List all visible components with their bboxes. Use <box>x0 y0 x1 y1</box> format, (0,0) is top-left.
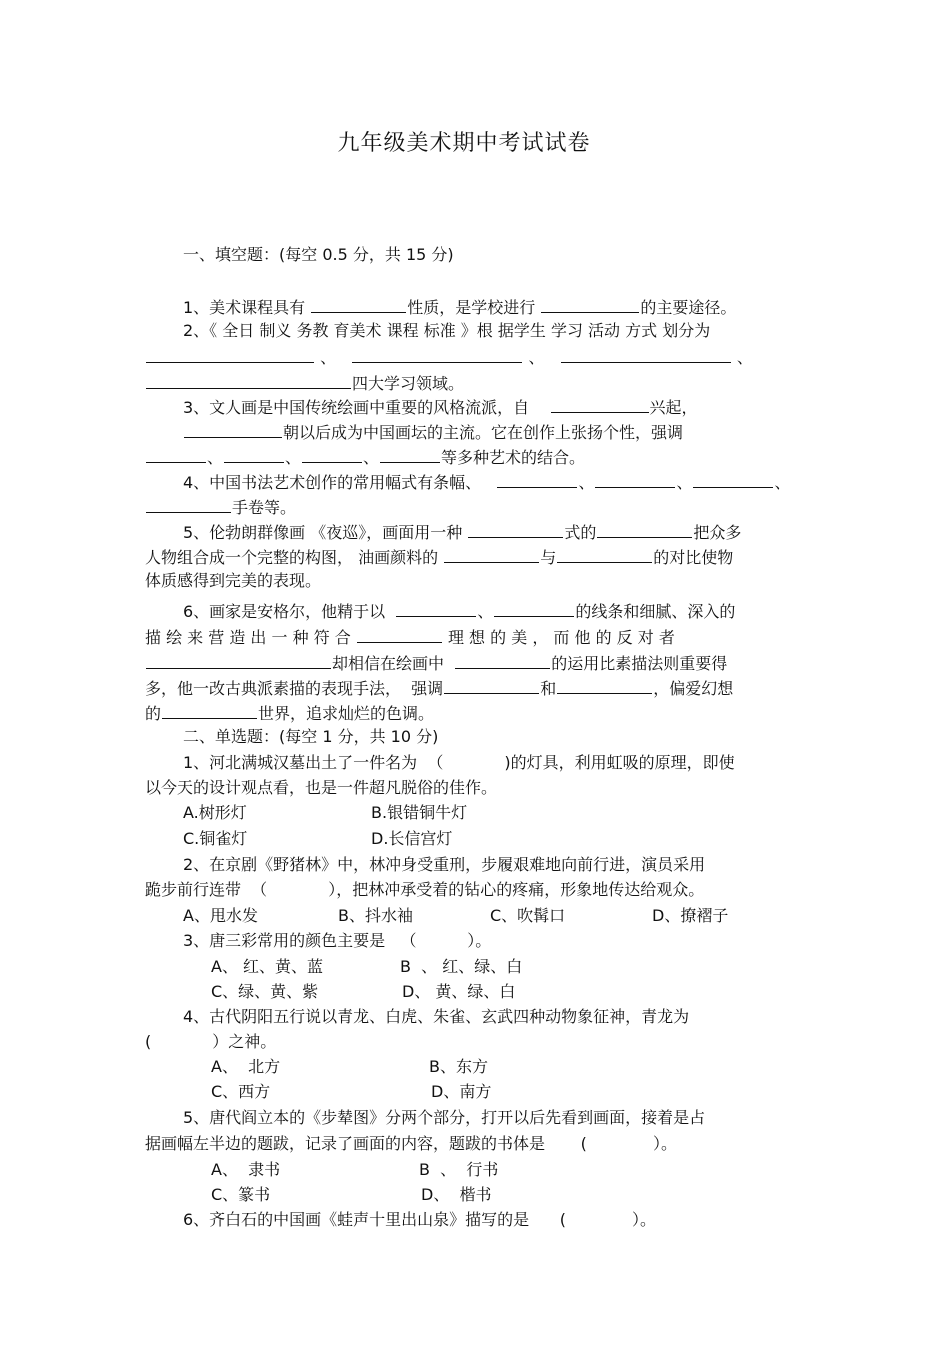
s1-q5-line2: 人物组合成一个完整的构图， 油画颜料的 与 的对比使物 <box>145 548 734 567</box>
s1-q6-line5: 的 世界，追求灿烂的色调。 <box>145 704 435 723</box>
s2-q1-option-c: C.铜雀灯 <box>183 829 248 848</box>
s2-q2-option-c: C、吹髯口 <box>490 906 566 925</box>
s1-q2-line1: 2、《 全日 制义 务教 育美术 课程 标准 》根 据学生 学习 活动 方式 划分为 <box>183 321 711 340</box>
s2-q4-line2: ( ）之神。 <box>145 1032 277 1051</box>
s2-q4-line1: 4、古代阴阳五行说以青龙、白虎、朱雀、玄武四种动物象征神，青龙为 <box>183 1007 690 1026</box>
s2-q5-line1: 5、唐代阎立本的《步辇图》分两个部分，打开以后先看到画面，接着是占 <box>183 1108 706 1127</box>
s2-q4-option-c: C、西方 <box>211 1082 271 1101</box>
s1-q4-line2: 手卷等。 <box>145 496 296 518</box>
s1-q2-line2: 、 、 、 <box>145 346 785 368</box>
s2-q2-line2: 跪步前行连带 （ ），把林冲承受着的钻心的疼痛，形象地传达给观众。 <box>145 880 705 899</box>
s2-q2-option-b: B、抖水袖 <box>338 906 413 925</box>
s2-q1-option-b: B.银错铜牛灯 <box>371 803 468 822</box>
s2-q1-line2: 以今天的设计观点看，也是一件超凡脱俗的佳作。 <box>145 778 498 797</box>
s2-q4-option-d: D、南方 <box>431 1082 492 1101</box>
section1-heading: 一、填空题：(每空 0.5 分，共 15 分) <box>183 245 454 264</box>
section2-heading: 二、单选题：(每空 1 分，共 10 分) <box>183 727 439 746</box>
s2-q3-option-d: D、 黄、绿、白 <box>402 982 516 1001</box>
s2-q6-line1: 6、齐白石的中国画《蛙声十里出山泉》描写的是 ( ）。 <box>183 1210 657 1229</box>
s2-q5-option-c: C、篆书 <box>211 1185 271 1204</box>
s2-q4-option-a: A、 北方 <box>211 1057 281 1076</box>
s2-q2-option-a: A、甩水发 <box>183 906 258 925</box>
s1-q3-line3: 、 、 、 等多种艺术的结合。 <box>145 446 585 468</box>
s1-q6-line4: 多，他一改古典派素描的表现手法， 强调 和 ，偏爱幻想 <box>145 679 734 698</box>
s1-q1: 1、美术课程具有 性质，是学校进行 的主要途径。 <box>183 298 737 317</box>
s2-q3-option-c: C、绿、黄、紫 <box>211 982 319 1001</box>
s1-q6-line1: 6、画家是安格尔，他精于以 、 的线条和细腻、深入的 <box>183 602 736 621</box>
s1-q3-line1: 3、文人画是中国传统绘画中重要的风格流派，自 兴起， <box>183 398 698 417</box>
s2-q3-option-a: A、 红、黄、蓝 <box>211 957 324 976</box>
s1-q6-line2: 描 绘 来 营 造 出 一 种 符 合 理 想 的 美 ， 而 他 的 反 对 者 <box>145 628 675 647</box>
s1-q5-line3: 体质感得到完美的表现。 <box>145 571 322 590</box>
s2-q5-option-d: D、 楷书 <box>421 1185 492 1204</box>
s2-q2-line1: 2、在京剧《野猪林》中，林冲身受重刑，步履艰难地向前行进，演员采用 <box>183 855 706 874</box>
page-title: 九年级美术期中考试试卷 <box>337 131 591 156</box>
s2-q5-option-b: B 、 行书 <box>419 1160 499 1179</box>
s2-q4-option-b: B、东方 <box>429 1057 488 1076</box>
s1-q2-line3: 四大学习领域。 <box>145 372 464 394</box>
s1-q4-line1: 4、中国书法艺术创作的常用幅式有条幅、 、 、 、 <box>183 473 791 492</box>
s1-q6-line3: 却相信在绘画中 的运用比素描法则重要得 <box>145 652 727 674</box>
s2-q1-line1: 1、河北满城汉墓出土了一件名为 （ )的灯具，利用虹吸的原理，即使 <box>183 753 735 772</box>
s2-q1-option-a: A.树形灯 <box>183 803 247 822</box>
s1-q5-line1: 5、伦勃朗群像画 《夜巡》，画面用一种 式的 把众多 <box>183 523 742 542</box>
s2-q3-option-b: B 、 红、绿、白 <box>400 957 523 976</box>
s2-q5-line2: 据画幅左半边的题跋，记录了画面的内容，题跋的书体是 ( ）。 <box>145 1134 677 1153</box>
s1-q3-line2: 朝以后成为中国画坛的主流。它在创作上张扬个性，强调 <box>183 421 683 443</box>
s2-q2-option-d: D、撩褶子 <box>652 906 729 925</box>
s2-q1-option-d: D.长信宫灯 <box>371 829 453 848</box>
s2-q5-option-a: A、 隶书 <box>211 1160 281 1179</box>
s2-q3-line1: 3、唐三彩常用的颜色主要是 （ ）。 <box>183 931 492 950</box>
